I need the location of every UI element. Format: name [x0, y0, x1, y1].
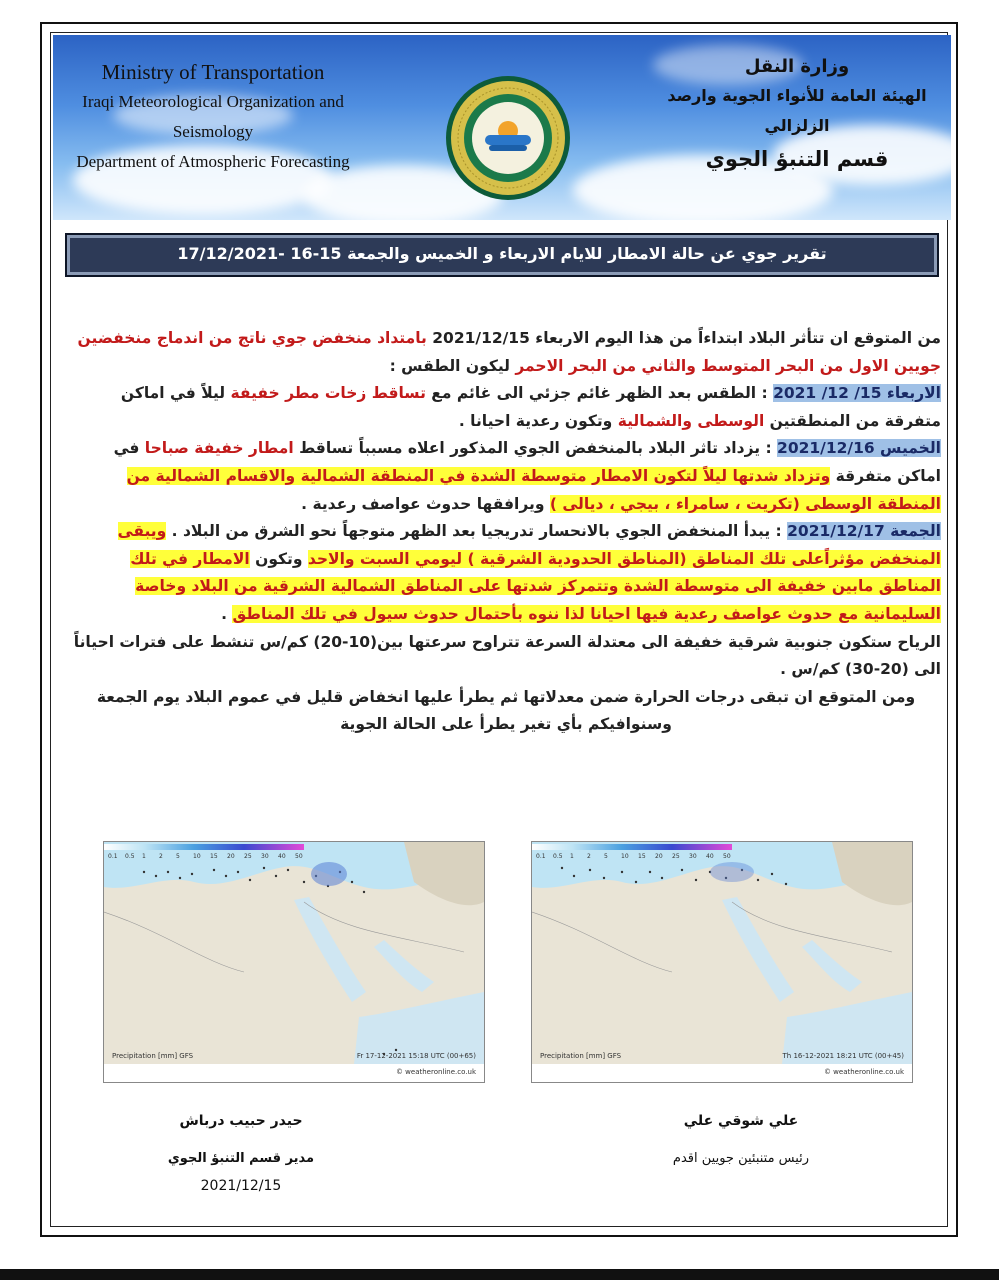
legend-tick: 0.1	[108, 853, 118, 860]
legend-tick: 1	[570, 853, 574, 860]
department-name-ar: قسم التنبؤ الجوي	[705, 147, 889, 171]
thursday-paragraph: الخميس 2021/12/16 : يزداد تاثر البلاد بالمنخفض الجوي المذكور اعلاه مسبباً تساقط امطار خفيفة صباحا في اماكن متفرقة وتزداد شدتها ليلاً لتكون الامطار متوسطة الشدة في المنطقة الشمالية والاقسام الشمالية من المنطقة الوسطى (تكريت ، سامراء ، بيجي ، ديالى ) ويرافقها حدوث عواصف رعدية .	[113, 439, 941, 513]
precipitation-legend	[532, 842, 902, 860]
header-english	[63, 57, 363, 177]
ministry-name-ar: وزارة النقل	[744, 56, 850, 77]
signature-right	[631, 1113, 851, 1166]
signatory-role: مدير قسم التنبؤ الجوي	[167, 1151, 315, 1166]
legend-tick: 20	[227, 853, 235, 860]
legend-tick: 0.1	[536, 853, 546, 860]
organization-name-ar: الهيئة العامة للأنواء الجوية وارصد الزلزالي	[667, 86, 927, 135]
legend-tick: 2	[159, 853, 163, 860]
organization-name-en: Iraqi Meteorological Organization and Seismology	[82, 92, 344, 141]
precipitation-map-thursday	[531, 841, 913, 1083]
report-body	[71, 325, 941, 739]
header-arabic	[657, 53, 937, 177]
precipitation-legend	[104, 842, 474, 860]
temperature-paragraph: ومن المتوقع ان تبقى درجات الحرارة ضمن معدلاتها ثم يطرأ عليها انخفاض قليل في عموم البلاد يوم الجمعة وسنوافيكم بأي تغير يطرأ على الحالة الجوية	[96, 687, 916, 734]
wind-paragraph: الرياح ستكون جنوبية شرقية خفيفة الى معتدلة السرعة تتراوح سرعتها بين(10-20) كم/س تنشط على فترات احياناً الى (20-30) كم/س .	[73, 632, 941, 679]
legend-tick: 15	[638, 853, 646, 860]
legend-tick: 30	[689, 853, 697, 860]
signatory-name: علي شوقي علي	[683, 1113, 799, 1129]
legend-tick: 5	[176, 853, 180, 860]
legend-tick: 0.5	[125, 853, 135, 860]
legend-tick: 15	[210, 853, 218, 860]
friday-paragraph: الجمعة 2021/12/17 : يبدأ المنخفض الجوي بالانحسار تدريجيا بعد الظهر متوجهاً نحو الشرق من البلاد . ويبقى المنخفض مؤثراًعلى تلك المناطق (المناطق الحدودية الشرقية ) ليومي السبت والاحد وتكون الامطار في تلك المناطق مابين خفيفة الى متوسطة الشدة وتتمركز شدتها على المناطق الشمالية الشرقية من البلاد وخاصة السليمانية مع حدوث عواصف رعدية فيها احيانا لذا ننوه بأحتمال حدوث سيول في تلك المناطق .	[117, 522, 941, 623]
signatory-name: حيدر حبيب درباش	[179, 1113, 303, 1129]
precipitation-map-friday	[103, 841, 485, 1083]
signatory-role: رئيس متنبئين جويين اقدم	[672, 1151, 810, 1166]
report-page	[40, 22, 958, 1237]
map-source: © weatheronline.co.uk	[823, 1068, 904, 1076]
legend-tick: 10	[621, 853, 629, 860]
legend-tick: 2	[587, 853, 591, 860]
signature-date: 2021/12/15	[200, 1178, 282, 1194]
legend-tick: 1	[142, 853, 146, 860]
report-inner-frame	[50, 32, 948, 1227]
legend-tick: 30	[261, 853, 269, 860]
wednesday-paragraph: الاربعاء 15/ 12/ 2021 : الطقس بعد الظهر غائم جزئي الى غائم مع تساقط زخات مطر خفيفة ليلاً في اماكن متفرقة من المنطقتين الوسطى والشمالية وتكون رعدية احيانا .	[120, 384, 941, 430]
map-caption-right: Th 16-12-2021 18:21 UTC (00+45)	[782, 1052, 904, 1060]
ministry-name-en: Ministry of Transportation	[101, 60, 325, 84]
map-caption-left: Precipitation [mm] GFS	[112, 1052, 194, 1060]
legend-tick: 40	[278, 853, 286, 860]
department-name-en: Department of Atmospheric Forecasting	[76, 152, 350, 171]
legend-tick: 50	[295, 853, 303, 860]
signature-left	[151, 1113, 331, 1194]
thursday-label: الخميس 2021/12/16	[777, 439, 941, 458]
legend-tick: 10	[193, 853, 201, 860]
map-drawing	[104, 842, 484, 1064]
legend-tick: 20	[655, 853, 663, 860]
intro-paragraph: من المتوقع ان تتأثر البلاد ابتداءاً من هذا اليوم الاربعاء 2021/12/15 بامتداد منخفض جوي ناتج من اندماج منخفضين جويين الاول من البحر المتوسط والثاني من البحر الاحمر ليكون الطقس :	[77, 329, 941, 375]
header-banner	[53, 35, 951, 220]
map-caption-left: Precipitation [mm] GFS	[540, 1052, 622, 1060]
legend-tick: 40	[706, 853, 714, 860]
map-caption-right: Fr 17-12-2021 15:18 UTC (00+65)	[356, 1052, 476, 1060]
legend-tick: 25	[244, 853, 252, 860]
friday-label: الجمعة 2021/12/17	[787, 522, 941, 541]
legend-tick: 25	[672, 853, 680, 860]
bottom-divider	[0, 1269, 999, 1280]
report-title: تقرير جوي عن حالة الامطار للايام الاربعاء و الخميس والجمعة 15-16 -17/12/2021	[65, 233, 939, 277]
legend-tick: 5	[604, 853, 608, 860]
legend-tick: 50	[723, 853, 731, 860]
organization-logo	[443, 73, 573, 203]
map-drawing	[532, 842, 912, 1064]
legend-tick: 0.5	[553, 853, 563, 860]
map-source: © weatheronline.co.uk	[395, 1068, 476, 1076]
wednesday-label: الاربعاء 15/ 12/ 2021	[773, 384, 941, 403]
